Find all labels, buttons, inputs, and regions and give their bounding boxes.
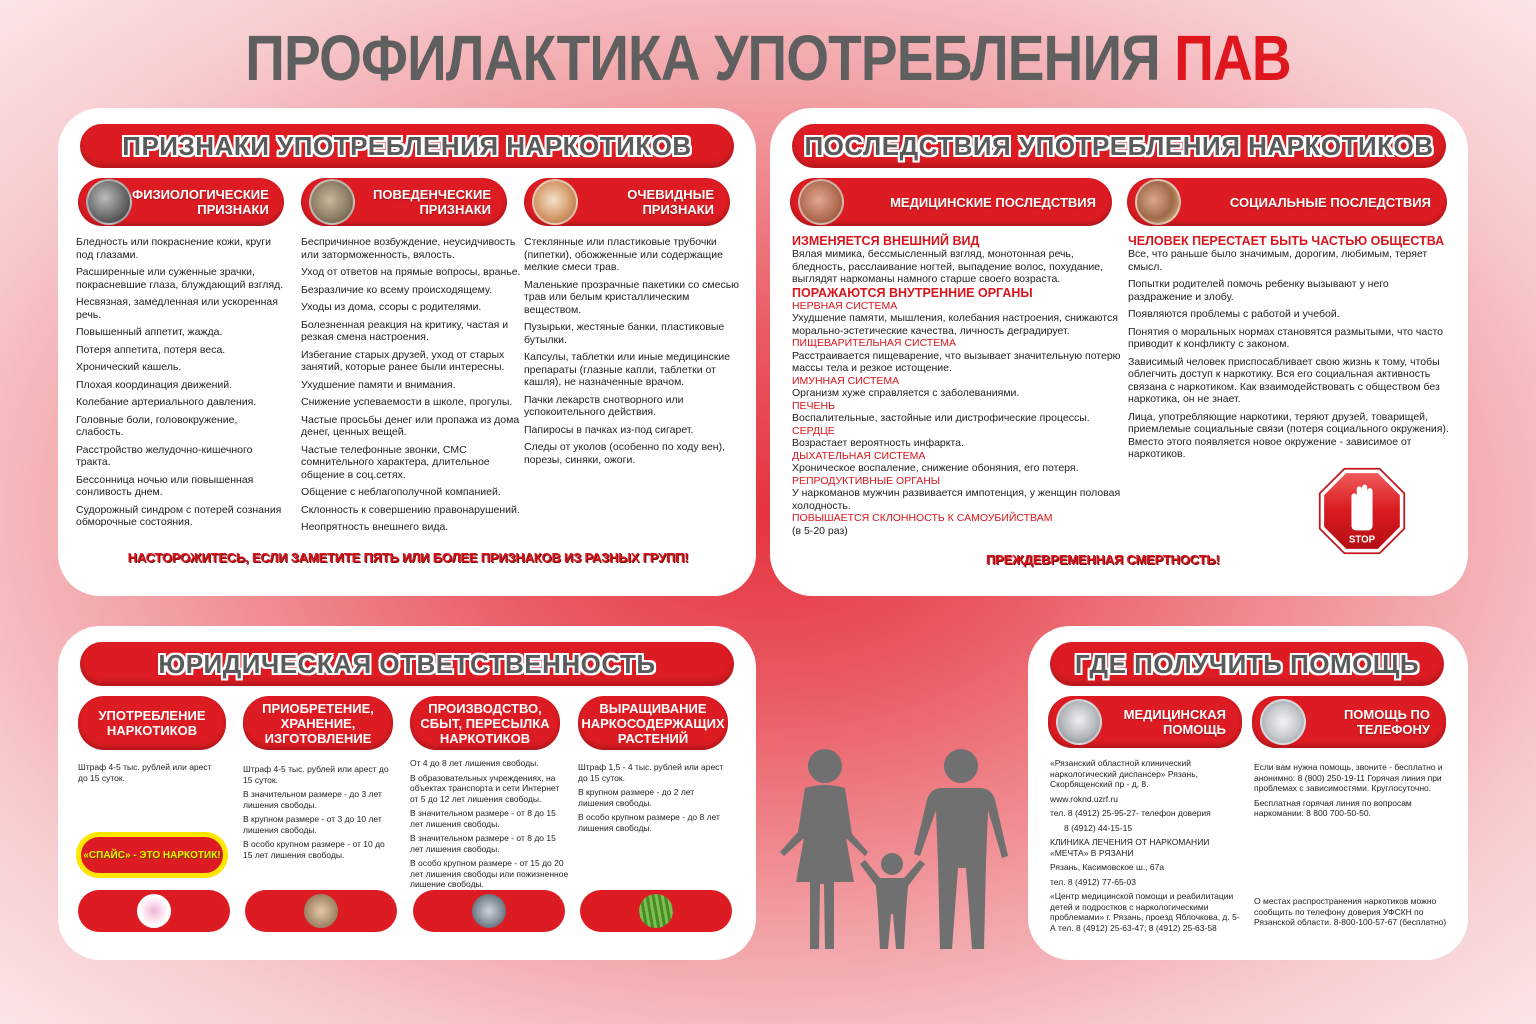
title-accent: ПАВ (1174, 22, 1291, 94)
group-pill-behavioral: ПОВЕДЕНЧЕСКИЕ ПРИЗНАКИ (301, 178, 507, 226)
legal-text-cultivation: Штраф 1,5 - 4 тыс. рублей или арест до 15 суток. В крупном размере - до 2 лет лишения свободы. В особо крупном размере - до 8 лет лишения свободы. (578, 762, 724, 833)
help-header: ГДЕ ПОЛУЧИТЬ ПОМОЩЬ (1050, 642, 1444, 686)
behavioral-list (301, 236, 523, 539)
medical-consequences-text: ИЗМЕНЯЕТСЯ ВНЕШНИЙ ВИД Вялая мимика, бессмысленный взгляд, монотонная речь, бледность, расслаивание ногтей, выпадение волос, похудание, выглядят наркоманы намного старше своего возраста. ПОРАЖАЮТСЯ ВНУТРЕННИЕ ОРГАНЫ НЕРВНАЯ СИСТЕМА Ухудшение памяти, мышления, колебания настроения, снижаются морально-эстетические качества, личность деградирует. ПИЩЕВАРИТЕЛЬНАЯ СИСТЕМА Расстраивается пищеварение, что вызывает значительную потерю массы тела и резкое истощение. ИМУННАЯ СИСТЕМА Организм хуже справляется с заболеваниями. ПЕЧЕНЬ Воспалительные, застойные или дистрофические процессы. СЕРДЦЕ Возрастает вероятность инфаркта. ДЫХАТЕЛЬНАЯ СИСТЕМА Хроническое воспаление, снижение обоняния, его потеря. РЕПРОДУКТИВНЫЕ ОРГАНЫ У наркоманов мужчин развивается импотенция, у женщин половая холодность. ПОВЫШАЕТСЯ СКЛОННОСТЬ К САМОУБИЙСТВАМ (в 5-20 раз) (792, 234, 1121, 537)
brain-photo-icon (798, 179, 844, 225)
list-item: Потеря аппетита, потеря веса. (76, 343, 226, 356)
group-pill-obvious: ОЧЕВИДНЫЕ ПРИЗНАКИ (524, 178, 730, 226)
money-stack-photo-icon (309, 179, 355, 225)
list-item: Общение с неблагополучной компанией. (301, 486, 501, 498)
list-item: Понятия о моральных нормах становятся размытыми, что часто приводит к конфликту с законом. (1128, 325, 1443, 350)
signs-panel (58, 108, 756, 596)
social-heading: ЧЕЛОВЕК ПЕРЕСТАЕТ БЫТЬ ЧАСТЬЮ ОБЩЕСТВА (1128, 234, 1445, 248)
list-item: Колебание артериального давления. (76, 396, 257, 408)
list-item: Безразличие ко всему происходящему. (301, 283, 493, 296)
telephone-photo-icon (1260, 699, 1306, 745)
legal-pill-possession: ПРИОБРЕТЕНИЕ, ХРАНЕНИЕ, ИЗГОТОВЛЕНИЕ (243, 696, 393, 750)
pills-photo-icon (532, 179, 578, 225)
list-item: Хронический кашель. (76, 361, 182, 373)
list-item: Пузырьки, жестяные банки, пластиковые бутылки. (524, 321, 725, 346)
list-item: Несвязная, замедленная или ускоренная речь. (76, 296, 278, 321)
help-panel (1028, 626, 1468, 960)
list-item: Снижение успеваемости в школе, прогулы. (301, 396, 513, 408)
list-item: Головные боли, головокружение, слабость. (76, 413, 238, 438)
list-item: Частые телефонные звонки, СМС сомнительного характера, длительное общение в соц.сетях. (301, 443, 490, 481)
list-item: Зависимый человек приспосабливает свою жизнь к тому, чтобы облегчить доступ к наркотику. Вся его социальная активность связана с наркотиком. Как взаимодействовать с обществом без наркотика, он не знает. (1128, 355, 1440, 405)
medical-help-pill: МЕДИЦИНСКАЯ ПОМОЩЬ (1048, 696, 1242, 748)
svg-text:STOP: STOP (1348, 534, 1376, 546)
legal-text-use: Штраф 4-5 тыс. рублей или арест до 15 суток. (78, 762, 212, 783)
list-item: Бледность или покраснение кожи, круги под глазами. (76, 236, 272, 261)
list-item: Лица, употребляющие наркотики, теряют друзей, товарищей, приемлемые социальные связи (потеря социального окружения). Вместо этого появляется новое окружение - зависимое от наркотиков. (1128, 410, 1449, 460)
page-title: ПРОФИЛАКТИКА УПОТРЕБЛЕНИЯ ПАВ (245, 22, 1291, 94)
image-pill-grass (580, 890, 732, 932)
couple-photo-icon (1135, 179, 1181, 225)
list-item: Попытки родителей помочь ребенку вызывают у него раздражение и злобу. (1128, 278, 1389, 303)
image-pill-money (245, 890, 397, 932)
medical-consequences-pill: МЕДИЦИНСКИЕ ПОСЛЕДСТВИЯ (790, 178, 1112, 226)
list-item: Бессонница ночью или повышенная сонливость днем. (76, 473, 254, 498)
grass-photo-icon (639, 894, 673, 928)
social-consequences-pill: СОЦИАЛЬНЫЕ ПОСЛЕДСТВИЯ (1127, 178, 1447, 226)
list-item: Избегание старых друзей, уход от старых занятий, которые ранее были интересны. (301, 348, 505, 373)
obvious-list (524, 236, 742, 471)
image-pill-pills (78, 890, 230, 932)
organs-heading: ПОРАЖАЮТСЯ ВНУТРЕННИЕ ОРГАНЫ (792, 285, 1033, 300)
list-item: Маленькие прозрачные пакетики со смесью трав или белым кристаллическим веществом. (524, 278, 740, 316)
phone-help-pill: ПОМОЩЬ ПО ТЕЛЕФОНУ (1252, 696, 1446, 748)
legal-header: ЮРИДИЧЕСКАЯ ОТВЕТСТВЕННОСТЬ (80, 642, 734, 686)
stop-hand-icon (1318, 456, 1406, 566)
group-pill-physiological: ФИЗИОЛОГИЧЕСКИЕ ПРИЗНАКИ (78, 178, 284, 226)
list-item: Расширенные или суженные зрачки, покрасневшие глаза, блуждающий взгляд. (76, 266, 284, 291)
legal-pill-use: УПОТРЕБЛЕНИЕ НАРКОТИКОВ (78, 696, 226, 750)
legal-pill-cultivation: ВЫРАЩИВАНИЕ НАРКОСОДЕРЖАЩИХ РАСТЕНИЙ (578, 696, 728, 750)
sad-person-photo-icon (86, 179, 132, 225)
spice-warning-badge: «СПАЙС» - ЭТО НАРКОТИК! (76, 832, 228, 878)
lab-photo-icon (472, 894, 506, 928)
list-item: Плохая координация движений. (76, 378, 233, 391)
website-link[interactable]: www.roknd.uzrf.ru (1050, 793, 1119, 804)
list-item: Частые просьбы денег или пропажа из дома денег, ценных вещей. (301, 413, 520, 438)
list-item: Появляются проблемы с работой и учебой. (1128, 308, 1340, 320)
list-item: Пачки лекарств снотворного или успокоительного действия. (524, 393, 684, 418)
list-item: Повышенный аппетит, жажда. (76, 326, 223, 338)
social-consequences-text (1128, 234, 1453, 466)
premature-mortality-text: ПРЕЖДЕВРЕМЕННАЯ СМЕРТНОСТЬ! (986, 552, 1220, 567)
list-item: Расстройство желудочно-кишечного тракта. (76, 443, 253, 468)
list-item: Уход от ответов на прямые вопросы, вранье. (301, 266, 521, 278)
legal-text-possession: Штраф 4-5 тыс. рублей или арест до 15 суток. В значительном размере - до 3 лет лишения свободы. В крупном размере - от 3 до 10 лет лишения свободы. В особо крупном размере - от 10 до 15 лет лишения свободы. (243, 764, 389, 860)
list-item: Капсулы, таблетки или иные медицинские препараты (глазные капли, таблетки от кашля), не назначенные врачом. (524, 351, 731, 388)
appearance-heading: ИЗМЕНЯЕТСЯ ВНЕШНИЙ ВИД (792, 234, 980, 248)
money-photo-icon (304, 894, 338, 928)
list-item: Ухудшение памяти и внимания. (301, 378, 456, 391)
hospital-room-photo-icon (1056, 699, 1102, 745)
legal-pill-production: ПРОИЗВОДСТВО, СБЫТ, ПЕРЕСЫЛКА НАРКОТИКОВ (410, 696, 560, 750)
pills-photo-icon (137, 894, 171, 928)
physiological-list (76, 236, 286, 534)
legal-text-production: От 4 до 8 лет лишения свободы. В образовательных учреждениях, на объектах транспорта и сети Интернет от 5 до 12 лет лишения свободы. В значительном размере - от 8 до 15 лет лишения свободы. В значительном размере - от 8 до 15 лет лишения свободы. В особо крупном размере - от 15 до 20 лет лишения свободы или пожизненное лишение свободы. (410, 758, 569, 889)
list-item: Следы от уколов (особенно по ходу вен), порезы, синяки, ожоги. (524, 441, 726, 466)
legal-panel (58, 626, 756, 960)
list-item: Неопрятность внешнего вида. (301, 521, 449, 533)
list-item: Уходы из дома, ссоры с родителями. (301, 301, 482, 313)
list-item: Болезненная реакция на критику, частая и резкая смена настроения. (301, 318, 509, 343)
medical-help-text: «Рязанский областной клинический наркологический диспансер» Рязань, Скорбященский пр - д, 8. www.roknd.uzrf.ru тел. 8 (4912) 25-95-27- телефон доверия 8 (4912) 44-15-15 КЛИНИКА ЛЕЧЕНИЯ ОТ НАРКОМАНИИ «МЕЧТА» В РЯЗАНИ Рязань, Касимовское ш., 67а тел. 8 (4912) 77-65-03 «Центр медицинской помощи и реабилитации детей и подростков с наркологическими проблемами» г. Рязань, проезд Яблочкова, д. 5-А тел. 8 (4912) 25-63-47; 8 (4912) 25-63-58 (1050, 758, 1240, 933)
signs-header: ПРИЗНАКИ УПОТРЕБЛЕНИЯ НАРКОТИКОВ (80, 124, 734, 168)
family-silhouette-icon (772, 744, 1022, 964)
phone-help-text: Если вам нужна помощь, звоните - бесплатно и анонимно: 8 (800) 250-19-11 Горячая линия при проблемах с зависимостями. Круглосуточно. Бесплатная горячая линия по вопросам наркомании: 8 800 700-50-50. (1254, 762, 1443, 818)
phone-help-footer: О местах распространения наркотиков можно сообщить по телефону доверия УФСКН по Рязанской области. 8-800-100-57-67 (бесплатно) (1254, 896, 1447, 927)
list-item: Папиросы в пачках из-под сигарет. (524, 423, 694, 436)
signs-warning: НАСТОРОЖИТЕСЬ, ЕСЛИ ЗАМЕТИТЕ ПЯТЬ ИЛИ БОЛЕЕ ПРИЗНАКОВ ИЗ РАЗНЫХ ГРУПП! (127, 550, 689, 565)
list-item: Все, что раньше было значимым, дорогим, любимым, теряет смысл. (1128, 248, 1428, 273)
list-item: Стеклянные или пластиковые трубочки (пипетки), обожженные или содержащие мелкие смеси трав. (524, 236, 723, 273)
list-item: Беспричинное возбуждение, неусидчивость или заторможенность, вялость. (301, 236, 516, 261)
consequences-header: ПОСЛЕДСТВИЯ УПОТРЕБЛЕНИЯ НАРКОТИКОВ (792, 124, 1446, 168)
list-item: Судорожный синдром с потерей сознания обморочные состояния. (76, 503, 282, 528)
list-item: Склонность к совершению правонарушений. (301, 503, 520, 516)
image-pill-lab (413, 890, 565, 932)
